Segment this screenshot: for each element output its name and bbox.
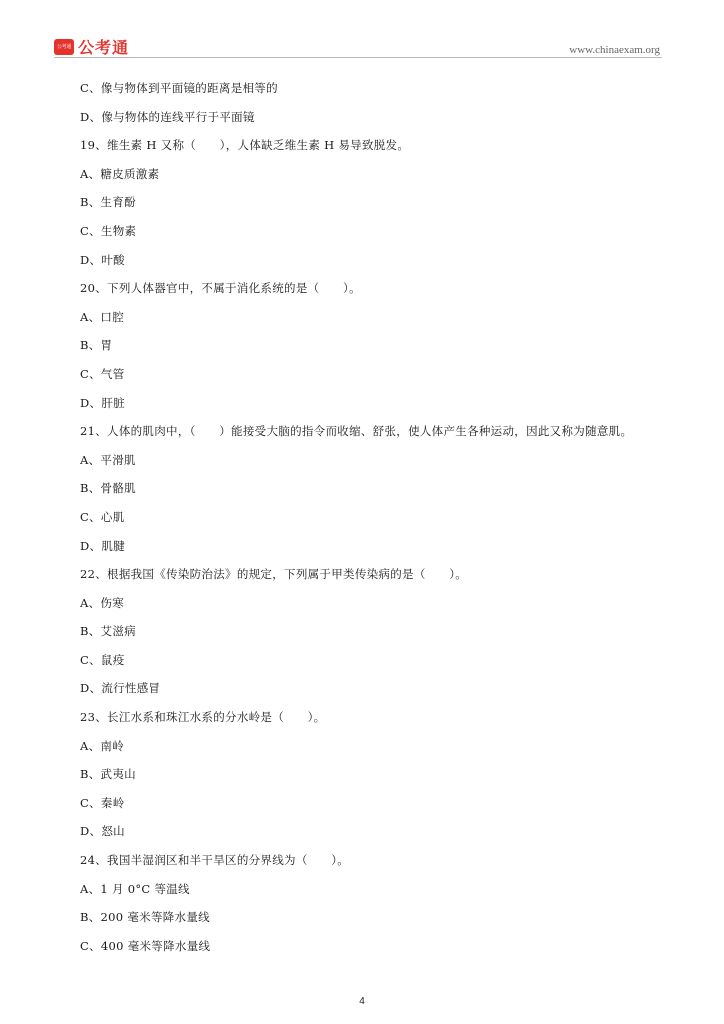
question-line: 23、长江水系和珠江水系的分水岭是（ ）。 xyxy=(80,710,326,725)
option-line: A、南岭 xyxy=(80,738,125,753)
option-line: A、伤寒 xyxy=(80,595,125,610)
question-line: 24、我国半湿润区和半干旱区的分界线为（ ）。 xyxy=(80,853,350,868)
option-line: D、叶酸 xyxy=(80,252,125,267)
page-header xyxy=(0,0,724,60)
page-number: 4 xyxy=(359,996,365,1007)
option-line: D、怒山 xyxy=(80,824,125,839)
option-line: B、骨骼肌 xyxy=(80,481,136,496)
option-line: D、肌腱 xyxy=(80,538,125,553)
option-line: C、心肌 xyxy=(80,509,125,524)
option-line: B、200 毫米等降水量线 xyxy=(80,910,210,925)
option-line: B、武夷山 xyxy=(80,767,136,782)
option-line: D、肝脏 xyxy=(80,395,125,410)
option-line: A、口腔 xyxy=(80,309,125,324)
option-line: C、生物素 xyxy=(80,223,137,238)
option-line: C、气管 xyxy=(80,366,125,381)
option-line: A、1 月 0°C 等温线 xyxy=(80,881,190,896)
option-line: A、糖皮质激素 xyxy=(80,166,160,181)
question-content xyxy=(80,78,680,964)
option-line: B、胃 xyxy=(80,338,113,353)
question-line: 20、下列人体器官中，不属于消化系统的是（ ）。 xyxy=(80,281,361,296)
logo xyxy=(54,35,129,58)
logo-badge-icon: 公考通 xyxy=(54,39,74,55)
option-line: C、400 毫米等降水量线 xyxy=(80,938,211,953)
site-url: www.chinaexam.org xyxy=(569,44,660,56)
option-line: B、生育酚 xyxy=(80,195,136,210)
question-line: 22、根据我国《传染防治法》的规定，下列属于甲类传染病的是（ ）。 xyxy=(80,567,468,582)
question-line: 21、人体的肌肉中，（ ）能接受大脑的指令而收缩、舒张，使人体产生各种运动，因此又称为随意肌。 xyxy=(80,424,633,439)
option-line: D、像与物体的连线平行于平面镜 xyxy=(80,109,255,124)
option-line: B、艾滋病 xyxy=(80,624,136,639)
option-line: C、像与物体到平面镜的距离是相等的 xyxy=(80,81,278,95)
option-line: A、平滑肌 xyxy=(80,452,136,467)
header-divider xyxy=(54,57,662,58)
option-line: C、鼠疫 xyxy=(80,652,125,667)
option-line: D、流行性感冒 xyxy=(80,681,161,696)
logo-text: 公考通 xyxy=(78,38,130,57)
option-line: C、秦岭 xyxy=(80,795,125,810)
question-line: 19、维生素 H 又称（ ），人体缺乏维生素 H 易导致脱发。 xyxy=(80,138,410,153)
